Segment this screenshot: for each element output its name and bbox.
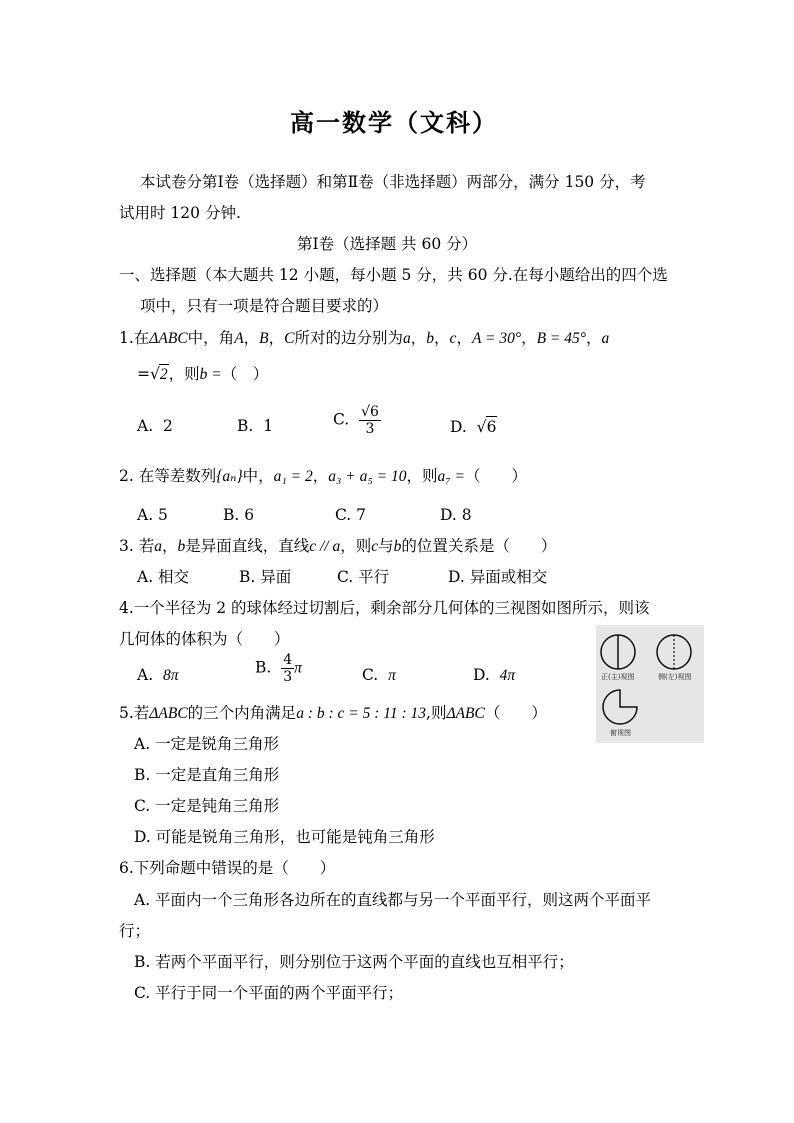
question-2-option-d[interactable]: D. 8 [440,506,472,524]
question-4-option-c[interactable]: C. π [362,666,396,684]
top-view-shape [603,690,637,724]
question-1-stem: 1.在ΔABC中，角A，B，C所对的边分别为a，b，c，A = 30°，B = 45°，a [119,329,610,347]
part1-heading-line-1: 一、选择题（本大题共 12 小题，每小题 5 分，共 60 分.在每小题给出的四个选 [119,266,668,284]
question-4-stem-line-2: 几何体的体积为（ ） [119,630,290,648]
question-3-option-c[interactable]: C. 平行 [337,568,390,586]
front-view-label: 正(主)视图 [601,673,635,681]
question-3-option-d[interactable]: D. 异面或相交 [448,568,548,586]
question-5-option-b[interactable]: B. 一定是直角三角形 [134,766,280,784]
question-1-option-a[interactable]: A. 2 [137,417,173,435]
question-6-option-b[interactable]: B. 若两个平面平行，则分别位于这两个平面的直线也互相平行； [134,953,574,971]
question-4-option-d[interactable]: D. 4π [473,666,516,684]
question-1-option-d[interactable]: D. √6 [450,418,497,436]
question-6-option-c[interactable]: C. 平行于同一个平面的两个平面平行； [134,984,404,1002]
question-1-option-c[interactable]: C. $\frac{√6}{3}$ [333,404,379,437]
question-6-stem: 6.下列命题中错误的是（ ） [119,859,336,877]
question-3-stem: 3. 若a，b是异面直线，直线c // a，则c与b的位置关系是（ ） [119,537,557,555]
question-5-option-a[interactable]: A. 一定是锐角三角形 [134,735,280,753]
question-6-option-a-line-1[interactable]: A. 平面内一个三角形各边所在的直线都与另一个平面平行，则这两个平面平 [134,891,652,909]
question-4-option-a[interactable]: A. 8π [137,666,179,684]
question-4-stem-line-1: 4.一个半径为 2 的球体经过切割后，剩余部分几何体的三视图如图所示，则该 [119,599,650,617]
question-3-option-b[interactable]: B. 异面 [239,568,292,586]
question-3-option-a[interactable]: A. 相交 [137,568,190,586]
three-view-figure [596,625,704,743]
question-5-stem: 5.若ΔABC的三个内角满足a : b : c = 5 : 11 : 13,则ΔABC（ ） [119,704,547,722]
question-5-option-d[interactable]: D. 可能是锐角三角形，也可能是钝角三角形 [134,828,435,846]
page-title: 高一数学（文科） [290,108,498,137]
section-title: 第Ⅰ卷（选择题 共 60 分） [297,235,478,253]
top-view-label: 俯视图 [610,729,631,737]
question-2-option-a[interactable]: A. 5 [137,506,168,524]
question-2-option-b[interactable]: B. 6 [223,506,255,524]
side-view-label: 侧(左)视图 [658,673,692,681]
question-1-option-b[interactable]: B. 1 [237,417,274,435]
question-2-stem: 2. 在等差数列{aₙ}中，a₁ = 2，a₃ + a₅ = 10，则a₇ =（ ） [119,467,528,485]
question-6-option-a-line-2: 行； [119,922,151,940]
intro-line-2: 试用时 120 分钟. [119,204,241,222]
question-5-option-c[interactable]: C. 一定是钝角三角形 [134,797,280,815]
three-view-drawing [596,625,704,743]
intro-line-1: 本试卷分第Ⅰ卷（选择题）和第Ⅱ卷（非选择题）两部分，满分 150 分，考 [140,173,646,191]
question-4-option-b[interactable]: B. $\frac{4}{3}$ π [255,652,302,685]
question-1-stem-line-2: =√2，则b =（ ） [137,365,269,383]
part1-heading-line-2: 项中，只有一项是符合题目要求的） [140,297,389,315]
question-2-option-c[interactable]: C. 7 [335,506,367,524]
